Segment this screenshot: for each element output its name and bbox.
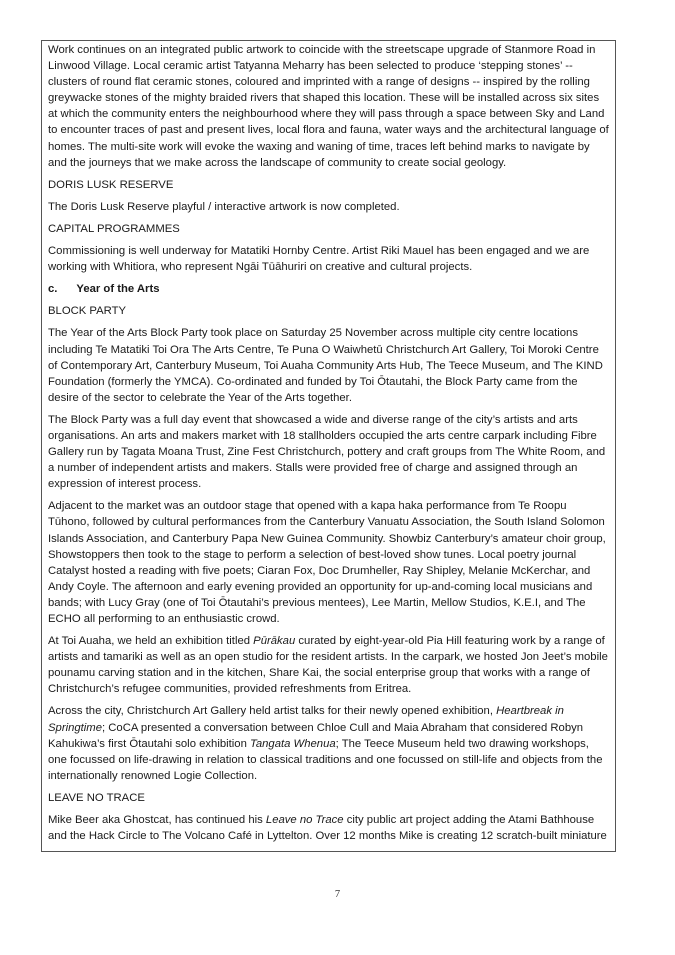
paragraph-outdoor-stage: Adjacent to the market was an outdoor stage that opened with a kapa haka performance from Te Roopu Tūhono, followed by cultural performances from the Canterbury Vanuatu Association, the South Island Solomon Islands Association, and Canterbury Papa New Guinea Community. Showbiz Canterbury’s amateur choir group, Showstoppers then took to the stage to perform a selection of best-loved show tunes. Local poetry journal Catalyst hosted a reading with five poets; Ciaran Fox, Doc Drumheller, Ray Shipley, Melanie McKerchar, and Andy Coyle. The afternoon and early evening provided an opportunity for up-and-coming local musicians and bands; with Lucy Gray (one of Toi Ōtautahi’s previous mentees), Lee Martin, Mellow Studios, K.E.I, and The ECHO all performing to an enthusiastic crowd. <box>48 500 606 625</box>
heading-block-party: BLOCK PARTY <box>48 305 127 318</box>
paragraph-across-the-city <box>48 703 609 783</box>
paragraph-toi-auaha <box>48 633 609 697</box>
text-run: At Toi Auaha, we held an exhibition titled <box>48 635 254 648</box>
paragraph-stanmore-road: Work continues on an integrated public artwork to coincide with the streetscape upgrade of Stanmore Road in Linwood Village. Local ceramic artist Tatyanna Meharry has been selected to produce ‘stepping stones’ -- clusters of round flat ceramic stones, coloured and imprinted with a range of designs -- inspired by the rolling greywacke stones of the mighty braided rivers that shaped this location. These will be installed across six sites at which the community enters the neighbourhood where they will pass through a space between Sky and Land to encounter traces of past and present lives, local flora and fauna, water ways and the architectural language of homes. The multi-site work will evoke the waxing and waning of time, traces left behind marks to navigate by and the journeys that we make across the landscape of community to create social geology. <box>48 44 609 169</box>
text-run: Across the city, Christchurch Art Gallery held artist talks for their newly opened exhibition, <box>48 705 497 718</box>
subheading-text: Year of the Arts <box>76 283 160 296</box>
heading-capital-programmes: CAPITAL PROGRAMMES <box>48 222 180 235</box>
text-run: Mike Beer aka Ghostcat, has continued his <box>48 814 266 827</box>
subheading-label: c. <box>48 283 58 296</box>
text-run: ; The Teece Museum held two drawing workshops, one focussed on life-drawing in relation to classical traditions and one focussed on still-life and objects from the internationally renowned Logie Collection. <box>48 737 603 782</box>
paragraph-capital-programmes: Commissioning is well underway for Matatiki Hornby Centre. Artist Riki Mauel has been engaged and we are working with Whitiora, who represent Ngāi Tūāhuriri on creative and cultural projects. <box>48 245 590 274</box>
text-run: city public art project adding the Atami Bathhouse and the Hack Circle to The Volcano Café in Lyttelton. Over 12 months Mike is creating 12 scratch-built miniature <box>48 814 607 843</box>
heading-doris-lusk-reserve: DORIS LUSK RESERVE <box>48 178 174 191</box>
page-number: 7 <box>334 889 341 900</box>
text-run-italic: Pūrākau <box>253 635 296 648</box>
text-run-italic: Leave no Trace <box>265 814 344 827</box>
text-run: curated by eight-year-old Pia Hill featuring work by a range of artists and tamariki as well as an open studio for the resident artists. In the carpark, we hosted Jon Jeet’s mobile pounamu carving station and in the kitchen, Share Kai, the social enterprise group that works with a range of Christchurch’s refugee communities, provided refreshments from Eritrea. <box>48 635 608 696</box>
heading-leave-no-trace: LEAVE NO TRACE <box>48 791 145 804</box>
paragraph-block-party-market: The Block Party was a full day event that showcased a wide and diverse range of the city’s artists and arts organisations. An arts and makers market with 18 stallholders occupied the arts centre carpark including Fibre Gallery run by Tagata Moana Trust, Zine Fest Christchurch, pottery and craft groups from The White Room, and a number of independent artists and makers. Stalls were provided free of charge and assigned through an expression of interest process. <box>48 413 606 491</box>
subheading-year-of-the-arts <box>48 281 609 297</box>
text-run: ; CoCA presented a conversation between Chloe Cull and Maia Abraham that considered Robyn Kahukiwa’s first Ōtautahi solo exhibition <box>48 721 584 750</box>
paragraph-block-party-locations: The Year of the Arts Block Party took place on Saturday 25 November across multiple city centre locations including Te Matatiki Toi Ora The Arts Centre, Te Puna O Waiwhetū Christchurch Art Gallery, Toi Moroki Centre of Contemporary Art, Canterbury Museum, Toi Auaha Community Arts Hub, The Teece Museum, and The KIND Foundation (formerly the YMCA). Co-ordinated and funded by Toi Ōtautahi, the Block Party came from the desire of the sector to celebrate the Year of the Arts together. <box>48 327 603 404</box>
text-run-italic: Heartbreak in Springtime <box>48 705 564 734</box>
document-content-box <box>41 40 616 852</box>
paragraph-doris-lusk: The Doris Lusk Reserve playful / interactive artwork is now completed. <box>48 200 400 213</box>
paragraph-leave-no-trace <box>48 812 609 844</box>
text-run-italic: Tangata Whenua <box>250 737 336 750</box>
